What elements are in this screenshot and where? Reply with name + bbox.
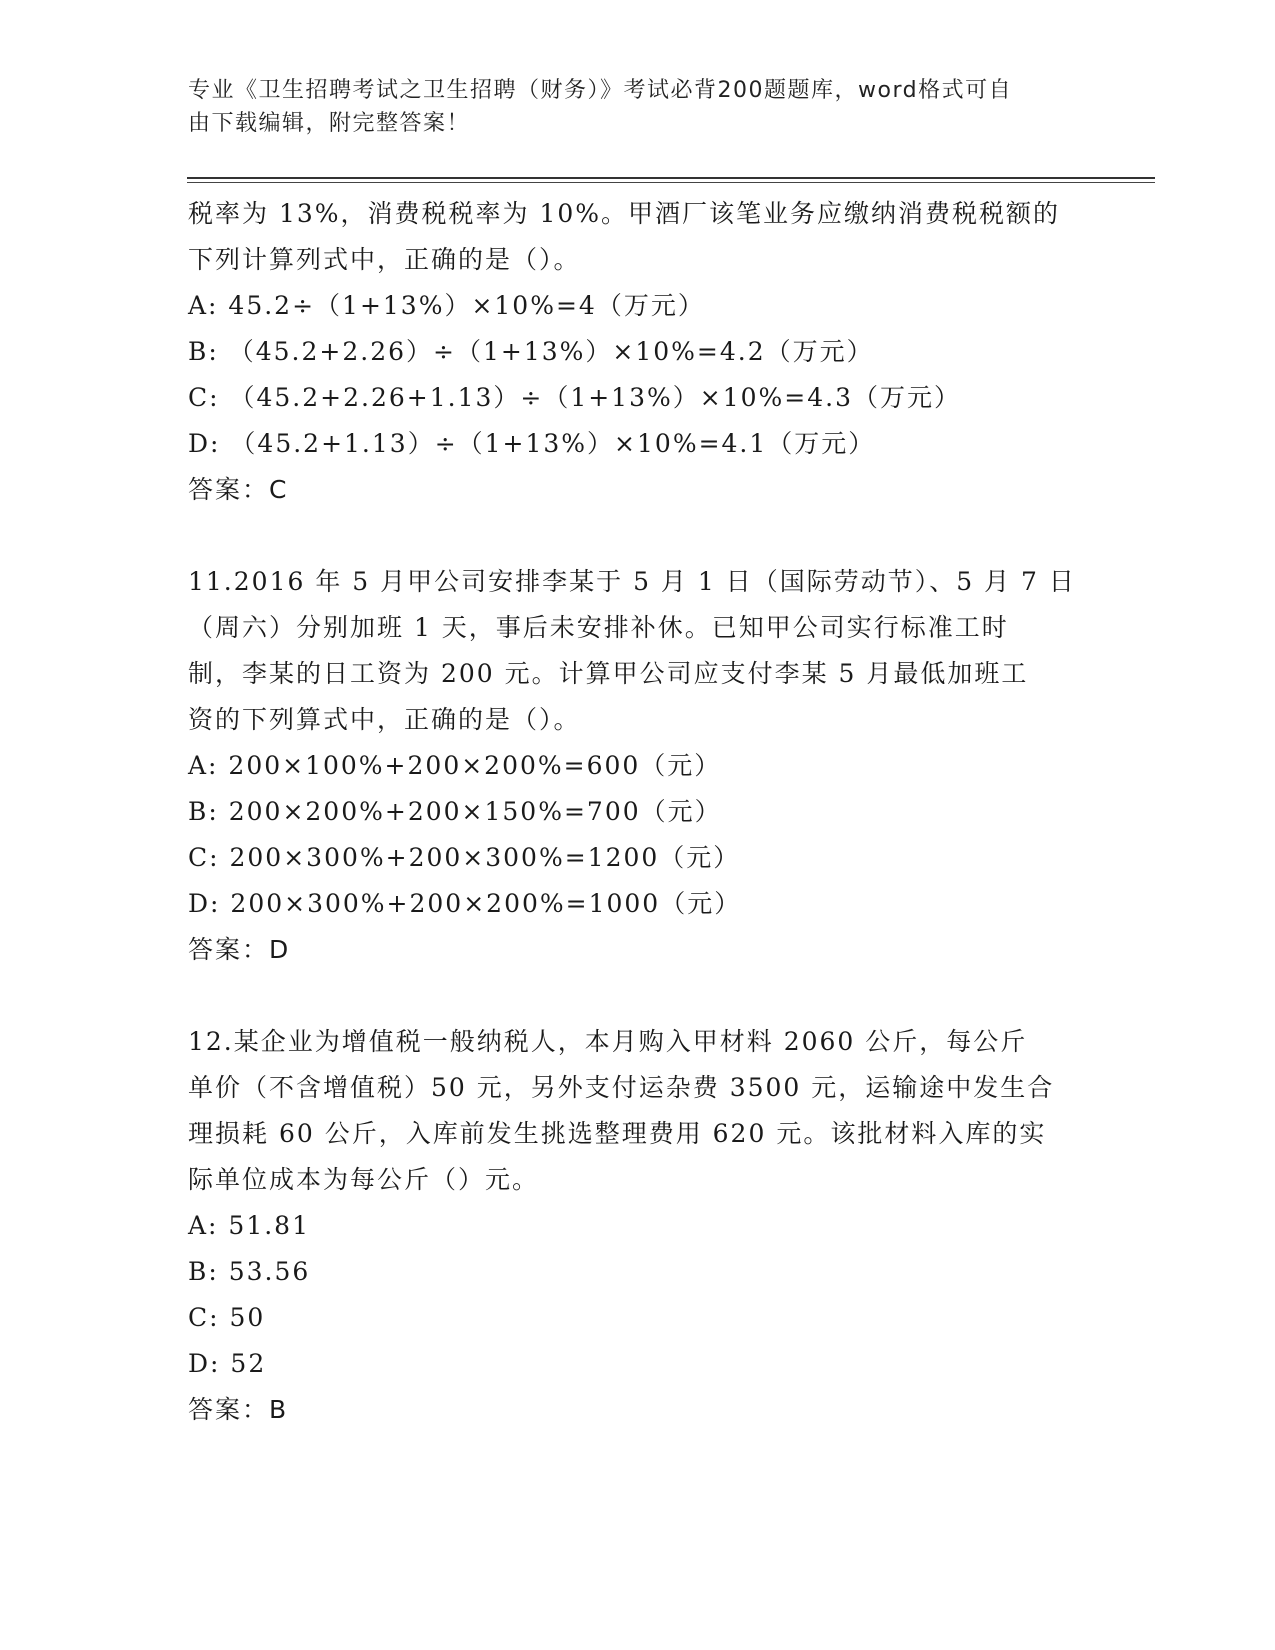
option-d: D: （45.2+1.13）÷（1+13%）×10%=4.1（万元） — [188, 429, 876, 458]
question-stem-line: 际单位成本为每公斤（）元。 — [188, 1165, 540, 1194]
question-stem-line: 单价（不含增值税）50 元，另外支付运杂费 3500 元，运输途中发生合 — [188, 1073, 1055, 1102]
question-12 — [188, 1019, 1088, 1433]
document-header — [188, 74, 1068, 140]
header-line-1: 专业《卫生招聘考试之卫生招聘（财务）》考试必背200题题库，word格式可自 — [188, 78, 1013, 103]
section-spacer — [188, 513, 1088, 559]
answer-label: 答案：C — [188, 475, 289, 504]
option-c: C: （45.2+2.26+1.13）÷（1+13%）×10%=4.3（万元） — [188, 383, 961, 412]
question-stem-line: 制，李某的日工资为 200 元。计算甲公司应支付李某 5 月最低加班工 — [188, 659, 1029, 688]
option-c: C: 200×300%+200×300%=1200（元） — [188, 843, 741, 872]
question-stem-line: 12.某企业为增值税一般纳税人，本月购入甲材料 2060 公斤，每公斤 — [188, 1027, 1028, 1056]
question-stem-line: 理损耗 60 公斤，入库前发生挑选整理费用 620 元。该批材料入库的实 — [188, 1119, 1047, 1148]
option-d: D: 52 — [188, 1349, 267, 1378]
answer-label: 答案：D — [188, 935, 291, 964]
answer-label: 答案：B — [188, 1395, 289, 1424]
option-b: B: 200×200%+200×150%=700（元） — [188, 797, 722, 826]
question-stem-line: 11.2016 年 5 月甲公司安排李某于 5 月 1 日（国际劳动节）、5 月 7 日 — [188, 567, 1076, 596]
question-stem-line: 资的下列算式中，正确的是（）。 — [188, 705, 581, 734]
option-a: A: 45.2÷（1+13%）×10%=4（万元） — [188, 291, 705, 320]
question-stem-line: 税率为 13%，消费税税率为 10%。甲酒厂该笔业务应缴纳消费税税额的 — [188, 199, 1061, 228]
option-a: A: 51.81 — [188, 1211, 310, 1240]
option-b: B: （45.2+2.26）÷（1+13%）×10%=4.2（万元） — [188, 337, 874, 366]
option-b: B: 53.56 — [188, 1257, 311, 1286]
header-divider-thin — [187, 182, 1155, 183]
header-divider — [187, 177, 1155, 179]
question-11 — [188, 559, 1088, 973]
option-a: A: 200×100%+200×200%=600（元） — [188, 751, 722, 780]
question-stem-line: 下列计算列式中，正确的是（）。 — [188, 245, 581, 274]
section-spacer — [188, 973, 1088, 1019]
option-d: D: 200×300%+200×200%=1000（元） — [188, 889, 742, 918]
document-body — [188, 191, 1088, 1433]
question-10 — [188, 191, 1088, 513]
question-stem-line: （周六）分别加班 1 天，事后未安排补休。已知甲公司实行标准工时 — [188, 613, 1009, 642]
header-line-2: 由下载编辑，附完整答案！ — [188, 111, 471, 136]
option-c: C: 50 — [188, 1303, 266, 1332]
